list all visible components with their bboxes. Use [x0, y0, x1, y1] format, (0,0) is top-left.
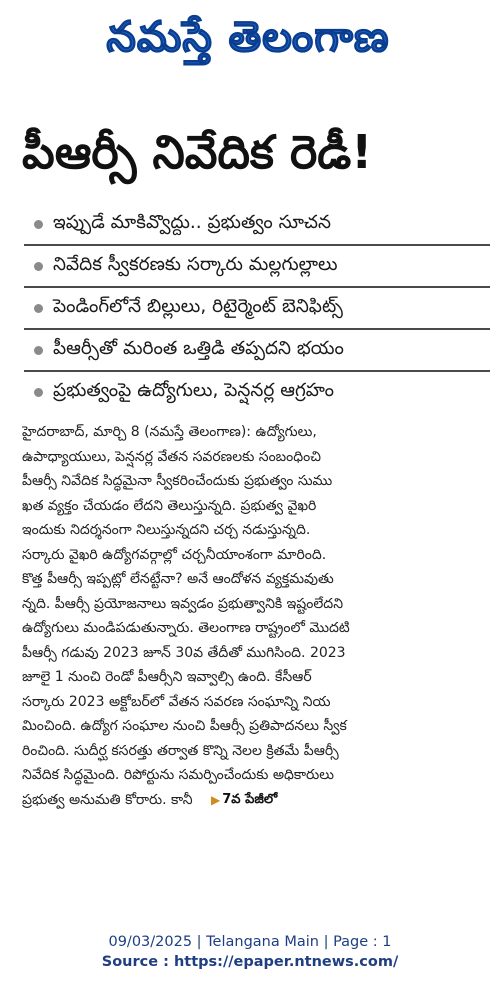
footer-date-page: 09/03/2025 | Telangana Main | Page : 1	[108, 934, 392, 950]
bullet-item	[24, 204, 490, 244]
bullet-item	[24, 370, 490, 412]
bullet-dot-icon	[34, 346, 43, 355]
body-line: ఖత వ్యక్తం చేయడం లేదని తెలుస్తున్నది. ప్రభుత్వ వైఖరి	[22, 497, 317, 514]
body-line: పీఆర్సీ గడువు 2023 జూన్ 30వ తేదీతో ముగిసింది. 2023	[22, 644, 346, 661]
bullet-item	[24, 286, 490, 328]
bullet-text: ప్రభుత్వంపై ఉద్యోగులు, పెన్షనర్ల ఆగ్రహం	[53, 379, 335, 401]
body-line: హైదరాబాద్, మార్చి 8 (నమస్తే తెలంగాణ): ఉద్యోగులు,	[22, 424, 317, 440]
continue-arrow-icon: ▶	[211, 792, 221, 807]
newspaper-clipping	[8, 4, 490, 872]
body-line: కొత్త పీఆర్సీ ఇప్పట్లో లేనట్టేనా? అనే ఆందోళన వ్యక్తమవుతు	[22, 571, 334, 587]
body-line: ఇందుకు నిదర్శనంగా నిలుస్తున్నదని చర్చ నడుస్తున్నది.	[22, 522, 311, 538]
bullet-item	[24, 244, 490, 286]
bullet-text: ఇప్పుడే మాకివ్వొద్దు.. ప్రభుత్వం సూచన	[53, 211, 331, 233]
body-line: సర్కారు వైఖరి ఉద్యోగవర్గాల్లో చర్చనీయాంశంగా మారింది.	[22, 546, 327, 563]
body-line-last	[22, 788, 488, 813]
masthead: నమస్తే తెలంగాణ	[106, 12, 390, 61]
bullet-dot-icon	[34, 388, 43, 397]
footer-source: Source : https://epaper.ntnews.com/	[101, 954, 399, 970]
bullet-dot-icon	[34, 262, 43, 271]
continued-label: 7వ పేజీలో	[222, 791, 278, 807]
bullet-item	[24, 328, 490, 370]
bullet-text: నివేదిక స్వీకరణకు సర్కారు మల్లగుల్లాలు	[53, 253, 338, 275]
bullet-list	[24, 204, 490, 412]
body-line: సర్కారు 2023 అక్టోబర్‌లో వేతన సవరణ సంఘాన్ని నియ	[22, 693, 331, 710]
body-line: జూలై 1 నుంచి రెండో పీఆర్సీని ఇవ్వాల్సి ఉంది. కేసీఆర్	[22, 669, 312, 685]
body-line: న్నది. పీఆర్సీ ప్రయోజనాలు ఇవ్వడం ప్రభుత్వానికి ఇష్టంలేదని	[22, 595, 344, 612]
body-line: నివేదిక సిద్ధమైంది. రిపోర్టును సమర్పించేందుకు అధికారులు	[22, 767, 334, 783]
bullet-text: పీఆర్సీతో మరింత ఒత్తిడి తప్పదని భయం	[53, 337, 344, 359]
bullet-dot-icon	[34, 304, 43, 313]
body-line: రించింది. సుదీర్ఘ కసరత్తు తర్వాత కొన్ని నెలల క్రితమే పీఆర్సీ	[22, 742, 339, 759]
body-line-text: ప్రభుత్వ అనుమతి కోరారు. కానీ	[22, 791, 193, 808]
continued-marker	[211, 788, 277, 813]
bullet-text: పెండింగ్‌లోనే బిల్లులు, రిటైర్మెంట్ బెనిఫిట్స్	[53, 295, 343, 317]
body-line: ఉద్యోగులు మండిపడుతున్నారు. తెలంగాణ రాష్ట్రంలో మొదటి	[22, 620, 350, 636]
body-line: మించింది. ఉద్యోగ సంఘాల నుంచి పీఆర్సీ ప్రతిపాదనలు స్వీక	[22, 718, 347, 734]
body-line: ఉపాధ్యాయులు, పెన్షనర్ల వేతన సవరణలకు సంబంధించి	[22, 448, 321, 465]
body-line: పీఆర్సీ నివేదిక సిద్ధమైనా స్వీకరించేందుకు ప్రభుత్వం సుము	[22, 473, 333, 489]
article-body	[22, 420, 488, 812]
headline: పీఆర్సీ నివేదిక రెడీ!	[22, 125, 373, 179]
bullet-dot-icon	[34, 220, 43, 229]
